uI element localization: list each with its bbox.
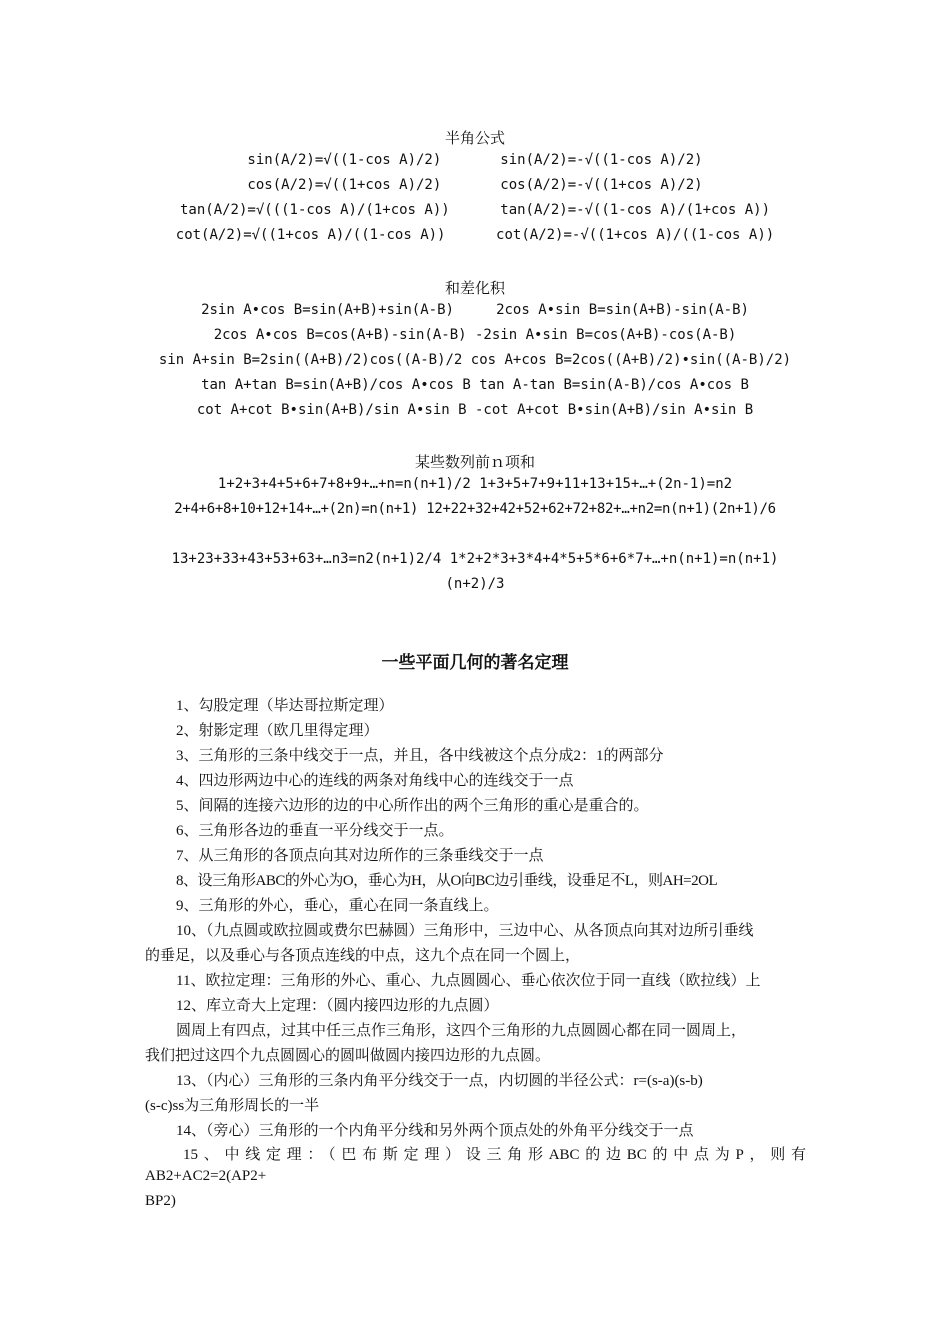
theorem-item: 14、（旁心）三角形的一个内角平分线和另外两个顶点处的外角平分线交于一点	[176, 1123, 694, 1139]
theorem-item: 8、设三角形ABC的外心为O，垂心为H，从O向BC边引垂线，设垂足不L，则AH=2OL	[176, 873, 718, 889]
half-angle-line: cot(A/2)=√((1+cos A)/((1-cos A)) cot(A/2)=-√((1+cos A)/((1-cos A))	[175, 227, 775, 243]
theorem-paragraph-continuation: 我们把过这四个九点圆圆心的圆叫做圆内接四边形的九点圆。	[145, 1048, 551, 1064]
half-angle-title: 半角公式	[444, 131, 505, 147]
sum-product-line: cot A+cot B•sin(A+B)/sin A•sin B -cot A+cot B•sin(A+B)/sin A•sin B	[196, 402, 754, 418]
half-angle-line: sin(A/2)=√((1-cos A)/2) sin(A/2)=-√((1-cos A)/2)	[247, 152, 703, 168]
half-angle-line: cos(A/2)=√((1+cos A)/2) cos(A/2)=-√((1+cos A)/2)	[247, 177, 703, 193]
theorem-item: 2、射影定理（欧几里得定理）	[176, 723, 379, 739]
series-line: 2+4+6+8+10+12+14+…+(2n)=n(n+1) 12+22+32+42+52+62+72+82+…+n2=n(n+1)(2n+1)/6	[174, 501, 776, 517]
theorems-title: 一些平面几何的著名定理	[381, 653, 569, 672]
theorem-item: 9、三角形的外心，垂心，重心在同一条直线上。	[176, 898, 499, 914]
sum-product-line: tan A+tan B=sin(A+B)/cos A•cos B tan A-tan B=sin(A-B)/cos A•cos B	[201, 377, 749, 393]
series-line: 1+2+3+4+5+6+7+8+9+…+n=n(n+1)/2 1+3+5+7+9+11+13+15+…+(2n-1)=n2	[217, 476, 733, 492]
series-line: (n+2)/3	[445, 576, 505, 592]
half-angle-line: tan(A/2)=√(((1-cos A)/(1+cos A)) tan(A/2)=-√((1-cos A)/(1+cos A))	[179, 202, 770, 218]
theorem-paragraph: 圆周上有四点，过其中任三点作三角形，这四个三角形的九点圆圆心都在同一圆周上，	[176, 1023, 747, 1039]
theorem-item: 1、勾股定理（毕达哥拉斯定理）	[176, 698, 394, 714]
theorem-item-continuation: (s-c)ss为三角形周长的一半	[145, 1098, 320, 1114]
theorem-item: 12、库立奇大上定理：（圆内接四边形的九点圆）	[176, 998, 499, 1014]
theorem-item: 4、四边形两边中心的连线的两条对角线中心的连线交于一点	[176, 773, 574, 789]
theorem-item: 11、欧拉定理：三角形的外心、重心、九点圆圆心、垂心依次位于同一直线（欧拉线）上	[176, 973, 761, 989]
theorem-item: 13、（内心）三角形的三条内角平分线交于一点，内切圆的半径公式：r=(s-a)(s-b)	[176, 1073, 703, 1089]
theorem-item-continuation: BP2)	[145, 1193, 176, 1209]
theorem-item: 7、从三角形的各顶点向其对边所作的三条垂线交于一点	[176, 848, 544, 864]
theorem-item-continuation: 的垂足，以及垂心与各顶点连线的中点，这九个点在同一个圆上，	[145, 948, 581, 964]
theorem-item: 5、间隔的连接六边形的边的中心所作出的两个三角形的重心是重合的。	[176, 798, 649, 814]
series-line: 13+23+33+43+53+63+…n3=n2(n+1)2/4 1*2+2*3+3*4+4*5+5*6+6*7+…+n(n+1)=n(n+1)	[171, 551, 779, 567]
sum-product-title: 和差化积	[444, 281, 505, 297]
series-title: 某些数列前ｎ项和	[414, 455, 535, 471]
theorem-item: 10、（九点圆或欧拉圆或费尔巴赫圆）三角形中，三边中心、从各顶点向其对边所引垂线	[176, 923, 754, 939]
sum-product-line: 2cos A•cos B=cos(A+B)-sin(A-B) -2sin A•sin B=cos(A+B)-cos(A-B)	[213, 327, 737, 343]
theorem-item: 6、三角形各边的垂直一平分线交于一点。	[176, 823, 454, 839]
sum-product-line: 2sin A•cos B=sin(A+B)+sin(A-B) 2cos A•sin B=sin(A+B)-sin(A-B)	[201, 302, 749, 318]
theorem-item: 3、三角形的三条中线交于一点，并且，各中线被这个点分成2：1的两部分	[176, 748, 664, 764]
theorem-item: 15、中线定理：（巴布斯定理）设三角形ABC的边BC的中点为P，则有	[183, 1147, 806, 1163]
sum-product-line: sin A+sin B=2sin((A+B)/2)cos((A-B)/2 cos A+cos B=2cos((A+B)/2)•sin((A-B)/2)	[158, 352, 792, 368]
theorem-item-continuation: AB2+AC2=2(AP2+	[145, 1168, 267, 1184]
